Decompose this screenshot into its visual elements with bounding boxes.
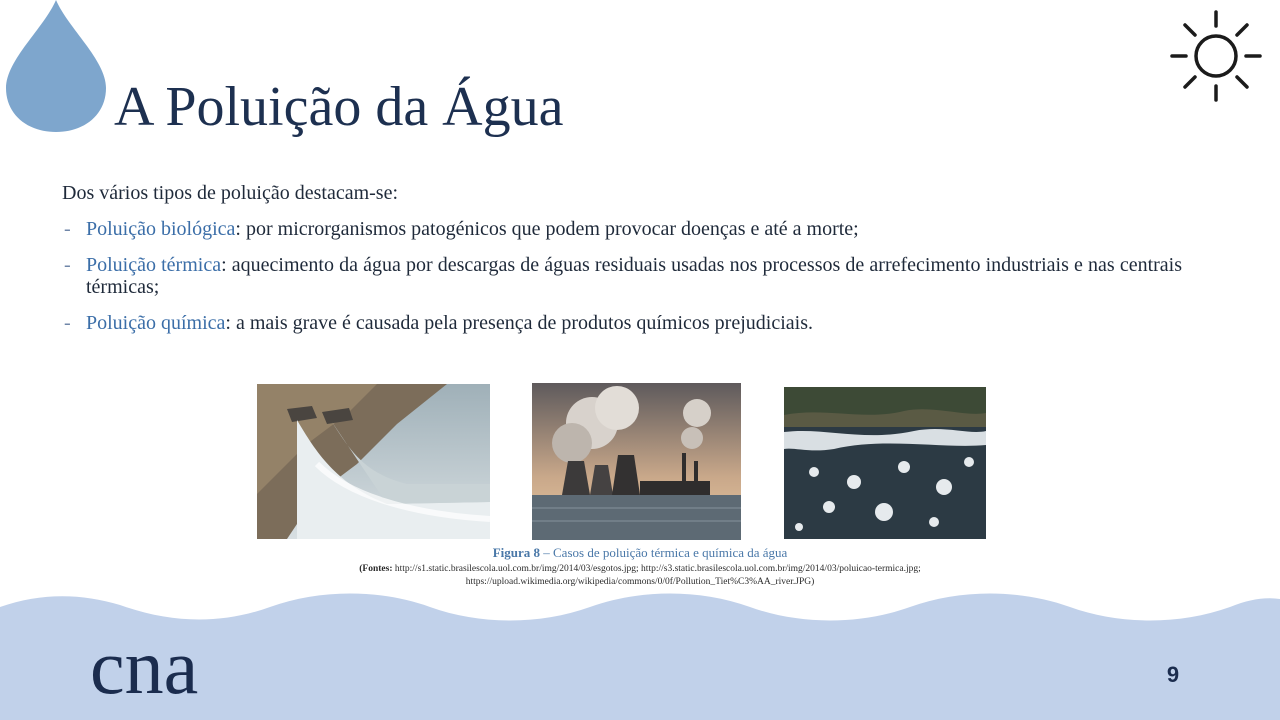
bullet-text: : aquecimento da água por descargas de águas residuais usadas nos processos de arrefecimento industriais e nas centrais térmicas;	[86, 254, 1183, 298]
sun-icon	[1168, 8, 1264, 104]
page-number: 9	[1166, 662, 1180, 687]
cna-logo: cna	[90, 623, 199, 710]
bullet-dash: -	[64, 218, 71, 240]
sources-text: http://s1.static.brasilescola.uol.com.br/img/2014/03/esgotos.jpg; http://s3.static.brasilescola.uol.com.br/img/2014/03/poluicao-termica.jpg; https://upload.wikimedia.org/wikipedia/commons/0/0f/Pollution_Tiet%C3%AA_river.JPG)	[392, 564, 921, 587]
term-thermal: Poluição térmica	[86, 254, 222, 276]
pollution-types-list	[62, 218, 1182, 334]
figure-label: Figura 8	[492, 545, 541, 560]
intro-text: Dos vários tipos de poluição destacam-se:	[62, 182, 399, 204]
sources-label: (Fontes:	[359, 564, 393, 574]
sewage-pipes-photo	[257, 384, 490, 539]
figure-caption-text: – Casos de poluição térmica e química da água	[540, 545, 788, 560]
polluted-river-photo	[784, 387, 986, 539]
bullet-dash: -	[64, 312, 71, 334]
bullet-text: : por microrganismos patogénicos que podem provocar doenças e até a morte;	[235, 218, 859, 240]
slide-body	[62, 182, 1182, 348]
bullet-text: : a mais grave é causada pela presença de produtos químicos prejudiciais.	[225, 312, 813, 334]
power-plant-photo	[532, 383, 741, 540]
term-chemical: Poluição química	[86, 312, 226, 334]
bullet-dash: -	[64, 254, 71, 276]
bullet-chemical	[62, 312, 1182, 334]
bullet-thermal	[62, 254, 1182, 298]
slide-title: A Poluição da Água	[114, 76, 564, 138]
figure-caption	[300, 545, 980, 561]
water-drop-icon	[6, 0, 106, 132]
bullet-biological	[62, 218, 1182, 240]
term-biological: Poluição biológica	[86, 218, 236, 240]
